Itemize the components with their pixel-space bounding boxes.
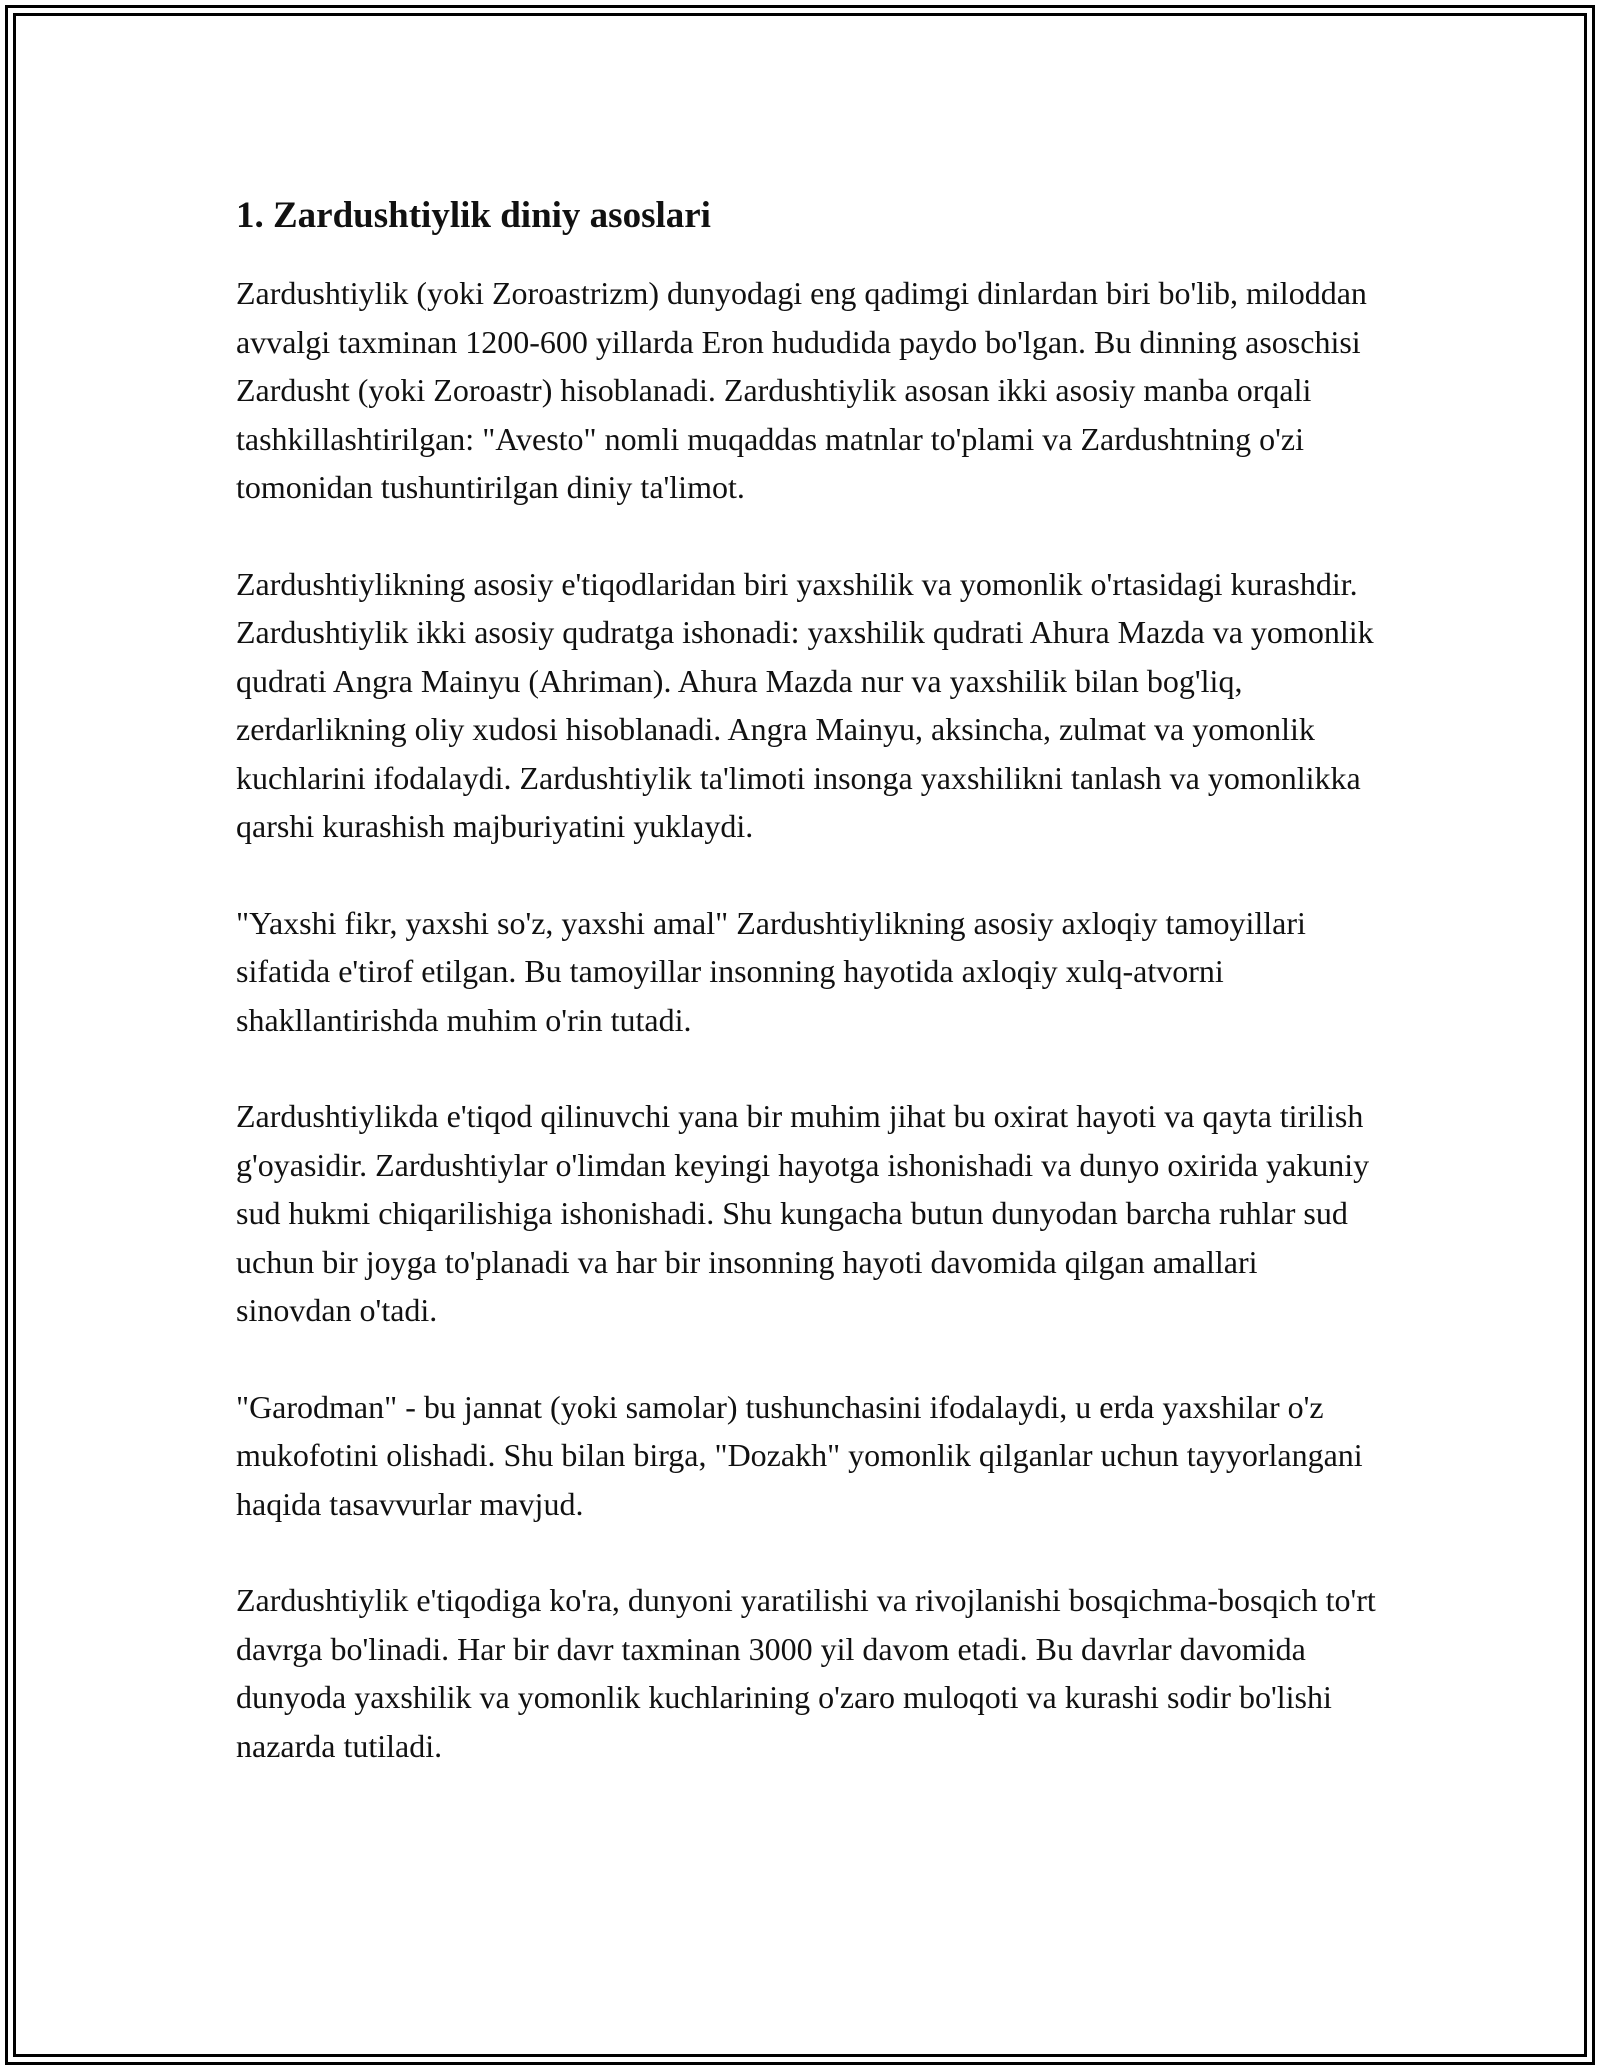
paragraph-3: "Yaxshi fikr, yaxshi so'z, yaxshi amal" Zardushtiylikning asosiy axloqiy tamoyillari sifatida e'tirof etilgan. Bu tamoyillar insonning hayotida axloqiy xulq-atvorni shakllantirishda muhim o'rin tutadi. <box>236 904 1306 1038</box>
paragraph-4: Zardushtiylikda e'tiqod qilinuvchi yana bir muhim jihat bu oxirat hayoti va qayta tirilish g'oyasidir. Zardushtiylar o'limdan keyingi hayotga ishonishadi va dunyo oxirida yakuniy sud hukmi chiqarilishiga ishonishadi. Shu kungacha butun dunyodan barcha ruhlar sud uchun bir joyga to'planadi va har bir insonning hayoti davomida qilgan amallari sinovdan o'tadi. <box>236 1098 1370 1328</box>
paragraph-6: Zardushtiylik e'tiqodiga ko'ra, dunyoni yaratilishi va rivojlanishi bosqichma-bosqich to'rt davrga bo'linadi. Har bir davr taxminan 3000 yil davom etadi. Bu davrlar davomida dunyoda yaxshilik va yomonlik kuchlarining o'zaro muloqoti va kurashi sodir bo'lishi nazarda tutiladi. <box>236 1582 1376 1764</box>
paragraph-5: "Garodman" - bu jannat (yoki samolar) tushunchasini ifodalaydi, u erda yaxshilar o'z mukofotini olishadi. Shu bilan birga, "Dozakh" yomonlik qilganlar uchun tayyorlangani haqida tasavvurlar mavjud. <box>236 1388 1363 1522</box>
paragraph-2: Zardushtiylikning asosiy e'tiqodlaridan biri yaxshilik va yomonlik o'rtasidagi kurashdir. Zardushtiylik ikki asosiy qudratga ishonadi: yaxshilik qudrati Ahura Mazda va yomonlik qudrati Angra Mainyu (Ahriman). Ahura Mazda nur va yaxshilik bilan bog'liq, zerdarlikning oliy xudosi hisoblanadi. Angra Mainyu, aksincha, zulmat va yomonlik kuchlarini ifodalaydi. Zardushtiylik ta'limoti insonga yaxshilikni tanlash va yomonlikka qarshi kurashish majburiyatini yuklaydi. <box>236 565 1374 844</box>
document-body <box>236 188 1376 1818</box>
section-heading: 1. Zardushtiylik diniy asoslari <box>236 195 711 236</box>
paragraph-1: Zardushtiylik (yoki Zoroastrizm) dunyodagi eng qadimgi dinlardan biri bo'lib, miloddan avvalgi taxminan 1200-600 yillarda Eron hududida paydo bo'lgan. Bu dinning asoschisi Zardusht (yoki Zoroastr) hisoblanadi. Zardushtiylik asosan ikki asosiy manba orqali tashkillashtirilgan: "Avesto" nomli muqaddas matnlar to'plami va Zardushtning o'zi tomonidan tushuntirilgan diniy ta'limot. <box>236 275 1367 505</box>
